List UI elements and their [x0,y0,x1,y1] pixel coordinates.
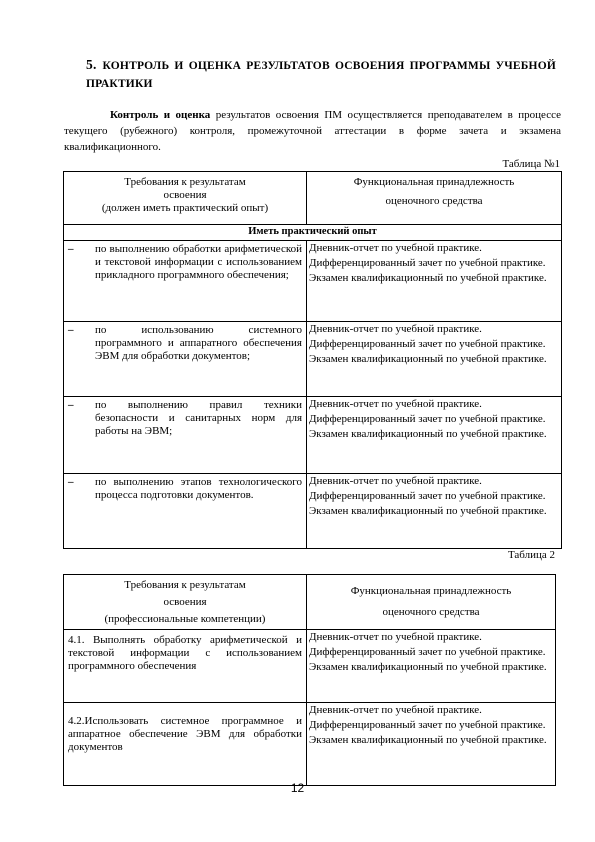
means-line: Экзамен квалификационный по учебной практике. [309,272,547,284]
header-line: освоения [163,596,207,608]
means-line: Дифференцированный зачет по учебной практике. [309,338,546,350]
table-row [64,703,556,786]
table1-header-row [64,172,562,225]
header-line: оценочного средства [385,195,483,207]
means-cell [307,322,562,397]
header-line: (должен иметь практический опыт) [101,202,269,214]
list-dash: – [68,476,74,488]
section-title: КОНТРОЛЬ И ОЦЕНКА РЕЗУЛЬТАТОВ ОСВОЕНИЯ ПРОГРАММЫ УЧЕБНОЙ ПРАКТИКИ [86,60,556,90]
table-row [64,241,562,322]
means-line: Дифференцированный зачет по учебной практике. [309,646,546,658]
requirement-cell [64,322,307,397]
means-line: Экзамен квалификационный по учебной практике. [309,661,547,673]
table1-col1-header [64,172,307,225]
table-row [64,397,562,474]
means-line: Дневник-отчет по учебной практике. [309,242,482,254]
requirement-text: по выполнению обработки арифметической и текстовой информации с использованием прикладного программного обеспечения; [95,243,302,281]
means-line: Дифференцированный зачет по учебной практике. [309,719,546,731]
section-number: 5. [86,57,97,72]
table2-caption: Таблица 2 [507,549,555,561]
means-cell [307,241,562,322]
means-cell [307,397,562,474]
requirement-text: по использованию системного программного и аппаратного обеспечения ЭВМ для обработки документов; [95,324,302,362]
header-line: Требования к результатам [124,176,246,188]
header-line: Требования к результатам [124,579,246,591]
means-cell [307,630,556,703]
means-cell [307,703,556,786]
means-line: Экзамен квалификационный по учебной практике. [309,428,547,440]
header-line: Функциональная принадлежность [353,176,515,188]
requirement-text: по выполнению правил техники безопасности и санитарных норм для работы на ЭВМ; [95,399,302,437]
list-dash: – [68,399,74,411]
page-number: 12 [290,781,305,795]
table-row [64,474,562,549]
intro-paragraph [64,107,561,155]
requirement-cell [64,474,307,549]
header-line: освоения [163,189,207,201]
means-line: Экзамен квалификационный по учебной практике. [309,505,547,517]
means-cell [307,474,562,549]
header-line: Функциональная принадлежность [350,585,512,597]
means-line: Дифференцированный зачет по учебной практике. [309,413,546,425]
means-line: Дневник-отчет по учебной практике. [309,398,482,410]
means-line: Дневник-отчет по учебной практике. [309,323,482,335]
intro-text: результатов освоения ПМ осуществляется преподавателем в процессе текущего (рубежного) контроля, промежуточной аттестации в форме зачета и экзамена квалификационного. [64,109,561,153]
table1-caption: Таблица №1 [502,158,560,170]
table2 [63,574,556,786]
header-line: оценочного средства [382,606,480,618]
header-line: (профессиональные компетенции) [104,613,266,625]
section-heading [86,56,556,93]
requirement-cell [64,241,307,322]
table2-col1-header [64,575,307,630]
table1 [63,171,562,549]
means-line: Дневник-отчет по учебной практике. [309,631,482,643]
competence-cell: 4.2.Использовать системное программное и аппаратное обеспечение ЭВМ для обработки документов [64,703,307,786]
competence-cell: 4.1. Выполнять обработку арифметической и текстовой информации с использованием программного обеспечения [64,630,307,703]
means-line: Дневник-отчет по учебной практике. [309,475,482,487]
section-row-label: Иметь практический опыт [64,225,562,241]
requirement-cell [64,397,307,474]
means-line: Дневник-отчет по учебной практике. [309,704,482,716]
list-dash: – [68,324,74,336]
table1-col2-header [307,172,562,225]
means-line: Дифференцированный зачет по учебной практике. [309,490,546,502]
means-line: Дифференцированный зачет по учебной практике. [309,257,546,269]
means-line: Экзамен квалификационный по учебной практике. [309,734,547,746]
intro-bold: Контроль и оценка [110,109,211,121]
table1-section-row [64,225,562,241]
table2-header-row [64,575,556,630]
table2-col2-header [307,575,556,630]
table-row [64,630,556,703]
means-line: Экзамен квалификационный по учебной практике. [309,353,547,365]
list-dash: – [68,243,74,255]
table-row [64,322,562,397]
requirement-text: по выполнению этапов технологического процесса подготовки документов. [95,476,302,501]
